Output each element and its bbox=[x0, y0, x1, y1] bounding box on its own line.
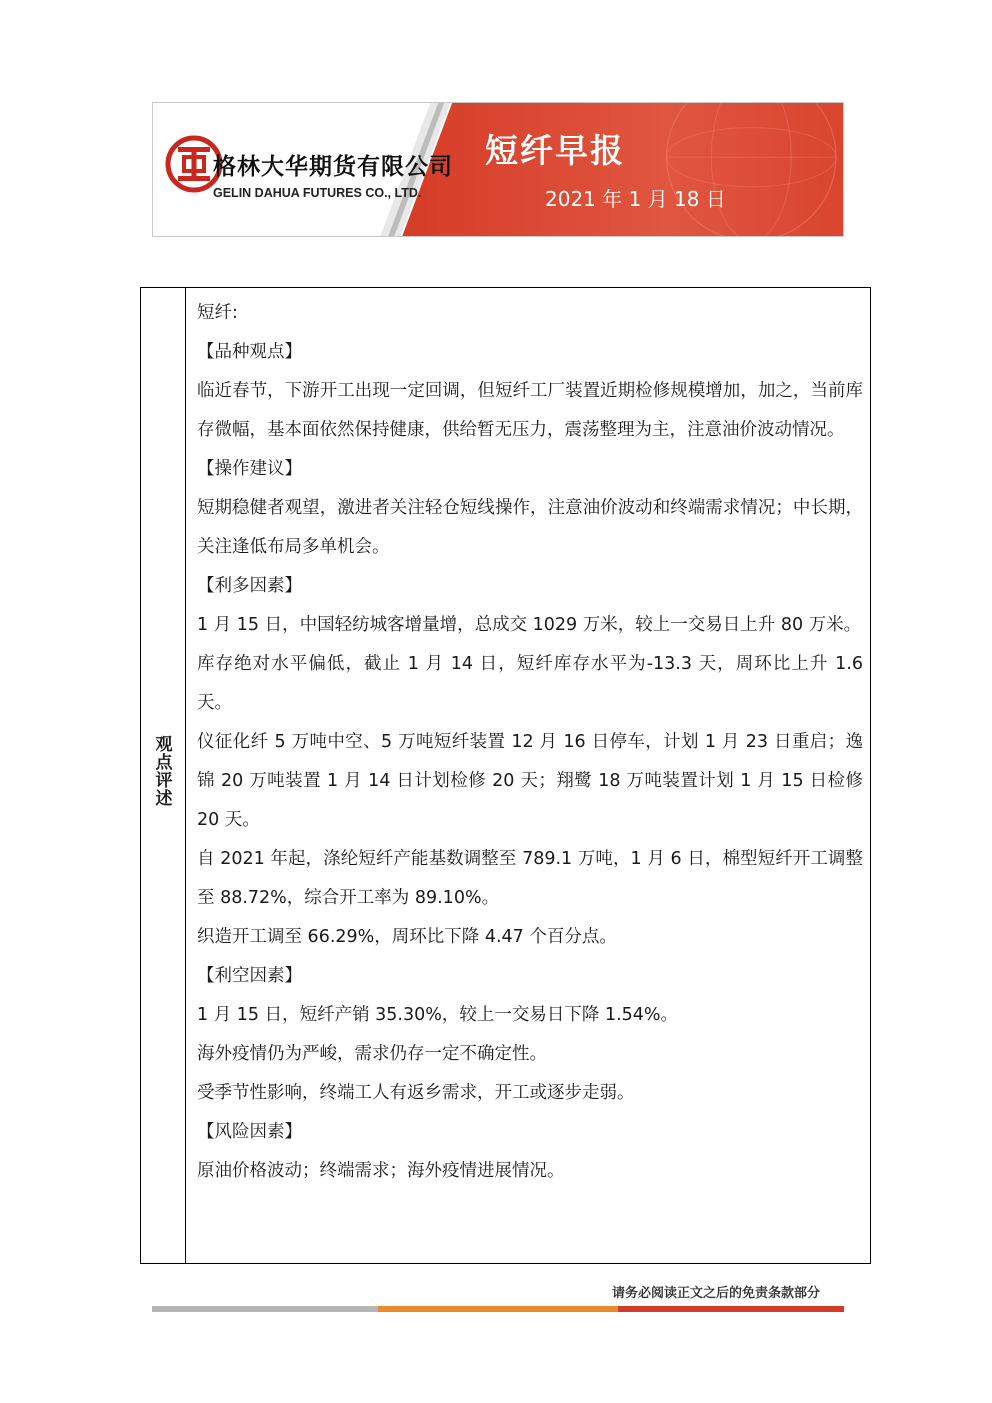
company-name-en: GELIN DAHUA FUTURES CO., LTD. bbox=[213, 186, 422, 200]
paragraph: 原油价格波动；终端需求；海外疫情进展情况。 bbox=[197, 1161, 565, 1181]
section-heading: 【风险因素】 bbox=[197, 1122, 302, 1142]
report-title: 短纤早报 bbox=[485, 131, 625, 170]
side-label: 观点评述 bbox=[155, 735, 173, 809]
section-heading: 【操作建议】 bbox=[197, 459, 302, 479]
report-date: 2021 年 1 月 18 日 bbox=[545, 187, 726, 211]
paragraph: 临近春节，下游开工出现一定回调，但短纤工厂装置近期检修规模增加，加之，当前库存微幅，基本面依然保持健康，供给暂无压力，震荡整理为主，注意油价波动情况。 bbox=[197, 381, 863, 440]
report-banner bbox=[152, 102, 844, 237]
paragraph: 仪征化纤 5 万吨中空、5 万吨短纤装置 12 月 16 日停车，计划 1 月 23 日重启；逸锦 20 万吨装置 1 月 14 日计划检修 20 天；翔鹭 18 万吨装置计划 1 月 15 日检修 20 天。 bbox=[197, 732, 863, 830]
commentary-body bbox=[197, 294, 863, 1191]
company-name-cn: 格林大华期货有限公司 bbox=[213, 154, 453, 180]
footer-bar-orange bbox=[378, 1306, 618, 1312]
paragraph: 自 2021 年起，涤纶短纤产能基数调整至 789.1 万吨，1 月 6 日，棉型短纤开工调整至 88.72%，综合开工率为 89.10%。 bbox=[197, 849, 863, 908]
footer-bar-gray bbox=[152, 1306, 378, 1312]
commentary-table bbox=[140, 287, 871, 1264]
paragraph: 织造开工调至 66.29%，周环比下降 4.47 个百分点。 bbox=[197, 927, 617, 947]
disclaimer-text: 请务必阅读正文之后的免责条款部分 bbox=[612, 1286, 821, 1301]
section-heading: 【利空因素】 bbox=[197, 966, 302, 986]
paragraph: 库存绝对水平偏低，截止 1 月 14 日，短纤库存水平为-13.3 天，周环比上升 1.6 天。 bbox=[197, 654, 863, 713]
paragraph: 1 月 15 日，中国轻纺城客增量增，总成交 1029 万米，较上一交易日上升 80 万米。 bbox=[197, 615, 862, 635]
section-heading: 【利多因素】 bbox=[197, 576, 302, 596]
footer-bar-red bbox=[618, 1306, 844, 1312]
section-heading: 【品种观点】 bbox=[197, 342, 302, 362]
side-column bbox=[141, 288, 186, 1263]
paragraph: 短期稳健者观望，激进者关注轻仓短线操作，注意油价波动和终端需求情况；中长期，关注逢低布局多单机会。 bbox=[197, 498, 863, 557]
paragraph: 1 月 15 日，短纤产销 35.30%，较上一交易日下降 1.54%。 bbox=[197, 1005, 679, 1025]
paragraph: 海外疫情仍为严峻，需求仍存一定不确定性。 bbox=[197, 1044, 547, 1064]
section-heading: 短纤: bbox=[197, 303, 238, 323]
paragraph: 受季节性影响，终端工人有返乡需求，开工或逐步走弱。 bbox=[197, 1083, 635, 1103]
